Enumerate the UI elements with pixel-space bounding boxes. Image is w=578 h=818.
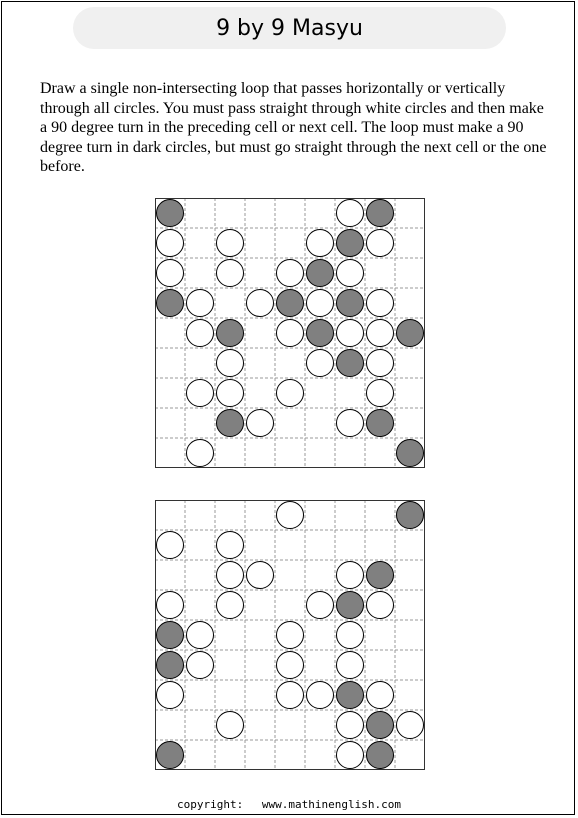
white-circle — [217, 380, 244, 407]
white-circle — [337, 742, 364, 769]
black-circle — [157, 200, 184, 227]
white-circle — [217, 230, 244, 257]
white-circle — [217, 532, 244, 559]
white-circle — [187, 380, 214, 407]
puzzle-grid — [155, 198, 425, 468]
black-circle — [397, 320, 424, 347]
white-circle — [277, 652, 304, 679]
white-circle — [157, 260, 184, 287]
white-circle — [277, 320, 304, 347]
white-circle — [337, 652, 364, 679]
copyright-footer — [0, 798, 578, 811]
black-circle — [157, 622, 184, 649]
black-circle — [397, 440, 424, 467]
white-circle — [307, 230, 334, 257]
white-circle — [157, 230, 184, 257]
black-circle — [367, 712, 394, 739]
black-circle — [337, 682, 364, 709]
white-circle — [367, 320, 394, 347]
black-circle — [337, 290, 364, 317]
white-circle — [277, 380, 304, 407]
instructions-text: Draw a single non-intersecting loop that passes horizontally or vertically through all circles. You must pass straight through white circles and then make a 90 degree turn in the preceding cell or next cell. The loop must make a 90 degree turn in dark circles, but must go straight through the next cell or the one before. — [40, 80, 547, 175]
black-circle — [307, 260, 334, 287]
page-title: 9 by 9 Masyu — [216, 15, 363, 41]
black-circle — [397, 502, 424, 529]
white-circle — [157, 592, 184, 619]
white-circle — [277, 622, 304, 649]
white-circle — [337, 712, 364, 739]
white-circle — [277, 682, 304, 709]
white-circle — [337, 622, 364, 649]
white-circle — [157, 682, 184, 709]
white-circle — [187, 440, 214, 467]
black-circle — [157, 742, 184, 769]
white-circle — [367, 592, 394, 619]
black-circle — [367, 562, 394, 589]
black-circle — [217, 320, 244, 347]
white-circle — [247, 290, 274, 317]
copyright-label: copyright: — [177, 798, 244, 811]
white-circle — [367, 350, 394, 377]
white-circle — [217, 350, 244, 377]
white-circle — [277, 502, 304, 529]
white-circle — [307, 682, 334, 709]
white-circle — [337, 320, 364, 347]
black-circle — [367, 200, 394, 227]
white-circle — [187, 290, 214, 317]
white-circle — [367, 290, 394, 317]
white-circle — [217, 562, 244, 589]
masyu-puzzle-1 — [155, 198, 425, 468]
black-circle — [367, 410, 394, 437]
white-circle — [307, 350, 334, 377]
black-circle — [277, 290, 304, 317]
white-circle — [187, 622, 214, 649]
black-circle — [337, 350, 364, 377]
black-circle — [367, 742, 394, 769]
white-circle — [217, 712, 244, 739]
white-circle — [247, 410, 274, 437]
white-circle — [277, 260, 304, 287]
white-circle — [367, 380, 394, 407]
black-circle — [157, 290, 184, 317]
title-banner — [73, 7, 506, 49]
white-circle — [307, 592, 334, 619]
white-circle — [157, 532, 184, 559]
black-circle — [337, 230, 364, 257]
white-circle — [307, 290, 334, 317]
white-circle — [217, 592, 244, 619]
black-circle — [307, 320, 334, 347]
black-circle — [157, 652, 184, 679]
white-circle — [337, 260, 364, 287]
masyu-puzzle-2 — [155, 500, 425, 770]
white-circle — [337, 562, 364, 589]
white-circle — [337, 200, 364, 227]
copyright-site: www.mathinenglish.com — [261, 798, 401, 811]
puzzle-grid — [155, 500, 425, 770]
white-circle — [367, 230, 394, 257]
white-circle — [247, 562, 274, 589]
white-circle — [187, 652, 214, 679]
white-circle — [367, 682, 394, 709]
black-circle — [337, 592, 364, 619]
white-circle — [397, 712, 424, 739]
white-circle — [187, 320, 214, 347]
white-circle — [337, 410, 364, 437]
white-circle — [217, 260, 244, 287]
black-circle — [217, 410, 244, 437]
